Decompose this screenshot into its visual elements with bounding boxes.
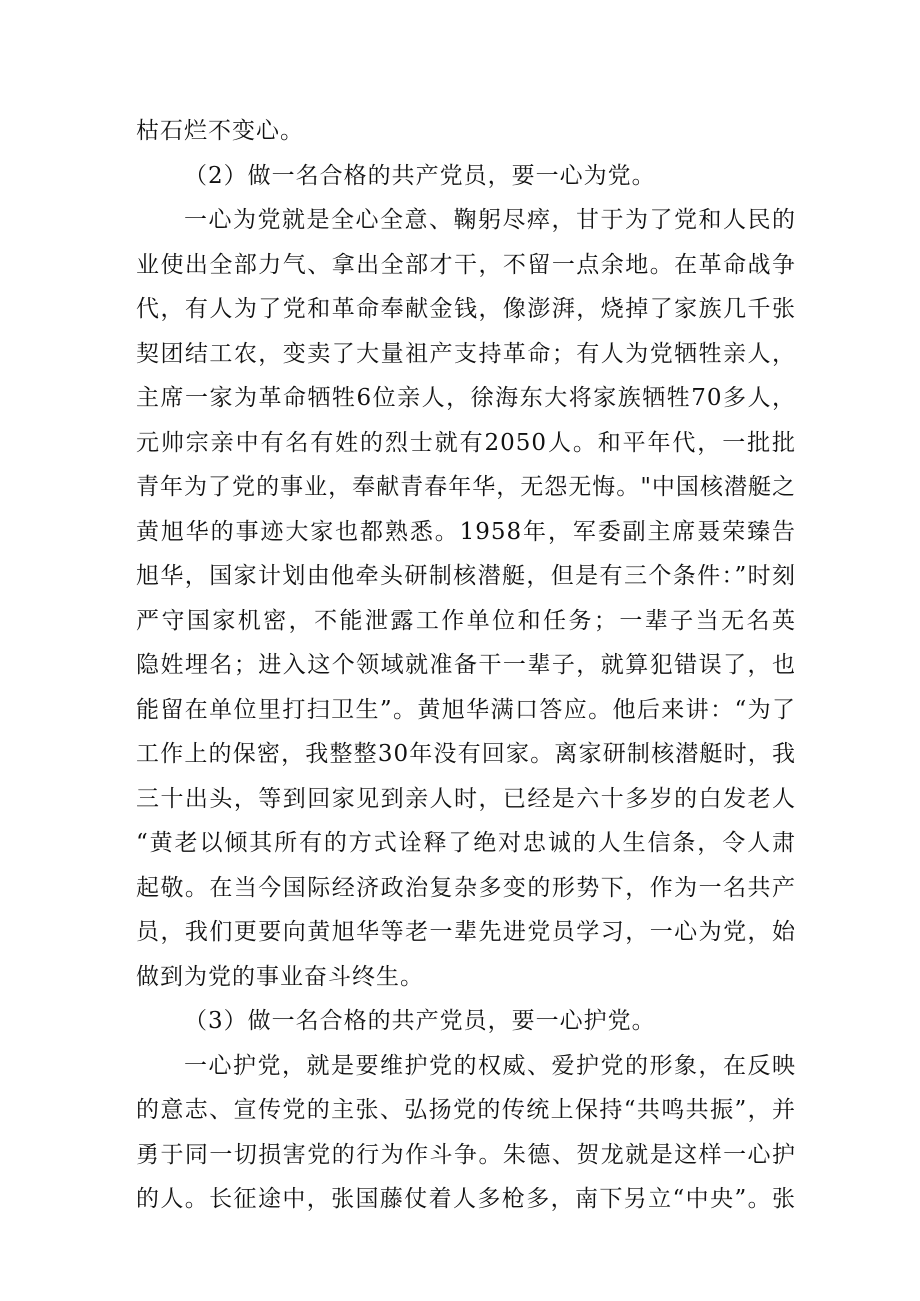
paragraph-line: 工作上的保密，我整整30年没有回家。离家研制核潜艇时，我 bbox=[136, 741, 796, 767]
paragraph-line: 三十出头，等到回家见到亲人时，已经是六十多岁的白发老人 bbox=[136, 785, 796, 812]
section-heading-2: （2）做一名合格的共产党员，要一心为党。 bbox=[184, 162, 656, 189]
paragraph-line: 一心为党就是全心全意、鞠躬尽瘁，甘于为了党和人民的 bbox=[184, 207, 796, 233]
paragraph-line: 一心护党，就是要维护党的权威、爱护党的形象，在反映 bbox=[184, 1052, 796, 1079]
paragraph-line: 旭华，国家计划由他牵头研制核潜艇，但是有三个条件：”时刻 bbox=[136, 563, 796, 589]
paragraph-line: 黄旭华的事迹大家也都熟悉。1958年，军委副主席聂荣臻告 bbox=[136, 518, 796, 545]
paragraph-line: 业使出全部力气、拿出全部才干，不留一点余地。在革命战争 bbox=[136, 251, 796, 278]
paragraph-line: 元帅宗亲中有名有姓的烈士就有2050人。和平年代，一批批 bbox=[136, 429, 796, 456]
body-text bbox=[136, 109, 796, 1222]
paragraph-line: 勇于同一切损害党的行为作斗争。朱德、贺龙就是这样一心护 bbox=[136, 1141, 796, 1168]
paragraph-line: 员，我们更要向黄旭华等老一辈先进党员学习，一心为党，始 bbox=[136, 919, 796, 945]
paragraph-line: 主席一家为革命牺牲6位亲人，徐海东大将家族牺牲70多人， bbox=[136, 385, 796, 411]
paragraph-line: 严守国家机密，不能泄露工作单位和任务；一辈子当无名英 bbox=[136, 607, 796, 634]
paragraph-line: 代，有人为了党和革命奉献金钱，像澎湃，烧掉了家族几千张 bbox=[136, 296, 796, 322]
paragraph-line: 起敬。在当今国际经济政治复杂多变的形势下，作为一名共产 bbox=[136, 874, 796, 901]
paragraph-line: 契团结工农，变卖了大量祖产支持革命；有人为党牺牲亲人， bbox=[136, 340, 796, 367]
paragraph-line: “黄老以倾其所有的方式诠释了绝对忠诚的人生信条，令人肃 bbox=[136, 830, 796, 856]
paragraph-line: 能留在单位里打扫卫生”。黄旭华满口答应。他后来讲：“为了 bbox=[136, 696, 796, 723]
paragraph-line: 枯石烂不变心。 bbox=[136, 118, 304, 144]
paragraph-line: 做到为党的事业奋斗终生。 bbox=[136, 963, 424, 990]
paragraph-line: 的人。长征途中，张国藤仗着人多枪多，南下另立“中央”。张 bbox=[136, 1186, 796, 1212]
paragraph-line: 青年为了党的事业，奉献青春年华，无怨无悔。"中国核潜艇之 bbox=[136, 474, 796, 500]
paragraph-line: 隐姓埋名；进入这个领域就准备干一辈子，就算犯错误了，也 bbox=[136, 652, 796, 678]
section-heading-3: （3）做一名合格的共产党员，要一心护党。 bbox=[184, 1008, 656, 1034]
paragraph-line: 的意志、宣传党的主张、弘扬党的传统上保持“共鸣共振”，并 bbox=[136, 1097, 796, 1123]
